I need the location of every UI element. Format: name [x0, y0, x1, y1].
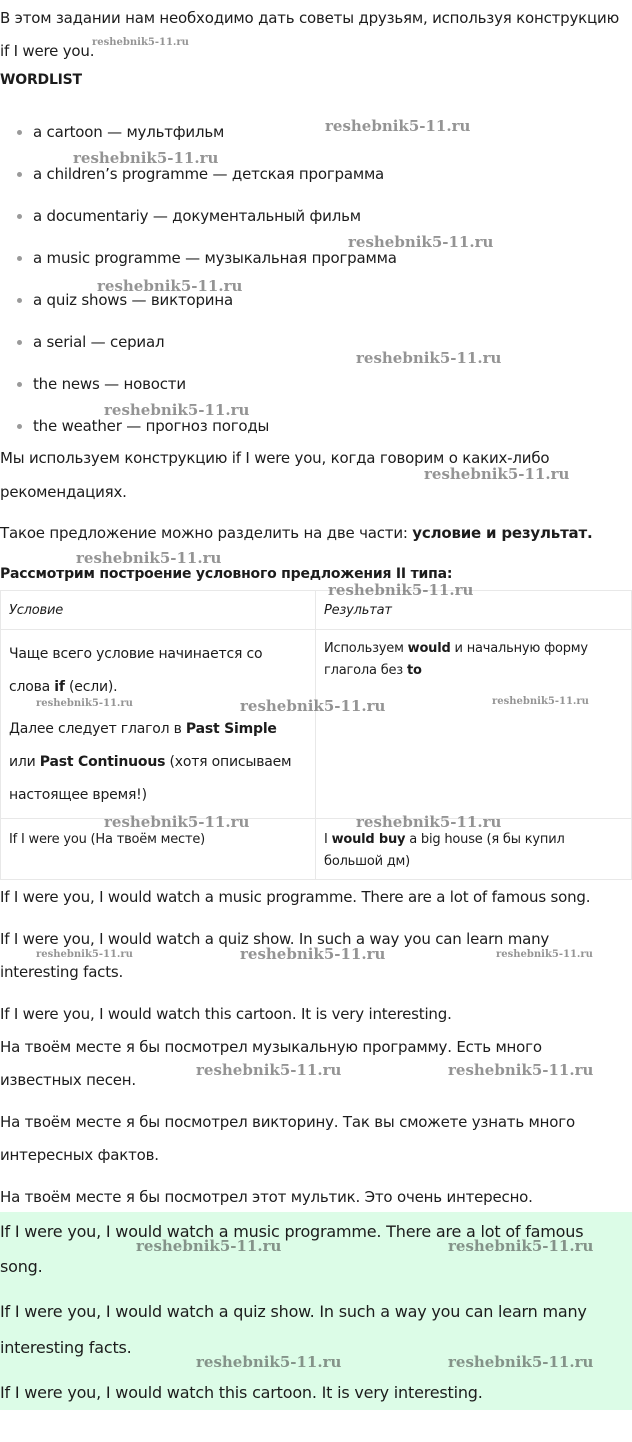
answer-3: If I were you, I would watch this cartoon. It is very interesting.	[0, 1383, 483, 1402]
watermark: reshebnik5-11.ru	[92, 37, 189, 48]
explanation-p2	[0, 524, 592, 542]
example-condition: If I were you (На твоём месте)	[9, 832, 206, 847]
text: Используем	[324, 641, 408, 656]
watermark: reshebnik5-11.ru	[196, 1061, 342, 1079]
watermark: reshebnik5-11.ru	[73, 149, 219, 167]
list-item: a children’s programme — детская программа	[33, 165, 385, 183]
table-row-divider	[1, 818, 631, 819]
table-column-divider	[315, 591, 316, 879]
condition-line-5: настоящее время!)	[9, 787, 147, 803]
p1-suffix: , когда говорим о каких-либо	[321, 449, 550, 467]
watermark: reshebnik5-11.ru	[348, 233, 494, 251]
bold-text: if	[54, 679, 65, 695]
wordlist-heading: WORDLIST	[0, 72, 82, 88]
answer-2-line1: If I were you, I would watch a quiz show. In such a way you can learn many	[0, 1302, 587, 1321]
watermark: reshebnik5-11.ru	[328, 581, 474, 599]
bold-text: to	[406, 663, 422, 678]
sentence-en-2-line1: If I were you, I would watch a quiz show. In such a way you can learn many	[0, 930, 550, 948]
bold-text: would	[407, 641, 451, 656]
list-item: a cartoon — мультфильм	[33, 123, 225, 141]
watermark: reshebnik5-11.ru	[448, 1237, 594, 1255]
bullet-icon	[17, 382, 22, 387]
text: a big house (я бы купил	[405, 832, 565, 847]
p1-code: if I were you	[231, 449, 322, 467]
condition-line-2	[9, 679, 117, 695]
table-row-divider	[1, 629, 631, 630]
watermark: reshebnik5-11.ru	[136, 1237, 282, 1255]
sentence-ru-3: На твоём месте я бы посмотрел этот мультик. Это очень интересно.	[0, 1188, 533, 1206]
watermark: reshebnik5-11.ru	[36, 698, 133, 709]
text: (хотя описываем	[165, 754, 292, 770]
watermark: reshebnik5-11.ru	[36, 949, 133, 960]
watermark: reshebnik5-11.ru	[448, 1061, 594, 1079]
bold-text: would buy	[331, 832, 406, 847]
watermark: reshebnik5-11.ru	[448, 1353, 594, 1371]
text: глагола без	[324, 663, 407, 678]
header-condition: Условие	[9, 603, 64, 618]
sentence-ru-2-line2: интересных фактов.	[0, 1146, 159, 1164]
example-result-line-2: большой дм)	[324, 854, 411, 869]
sentence-ru-2-line1: На твоём месте я бы посмотрел викторину. Так вы сможете узнать много	[0, 1113, 575, 1131]
watermark: reshebnik5-11.ru	[424, 465, 570, 483]
watermark: reshebnik5-11.ru	[492, 696, 589, 707]
bullet-icon	[17, 424, 22, 429]
intro-line-2: if I were you.	[0, 42, 95, 60]
header-result: Результат	[324, 603, 392, 618]
list-item: a serial — сериал	[33, 333, 165, 351]
list-item: a music programme — музыкальная программа	[33, 249, 397, 267]
list-item: a quiz shows — викторина	[33, 291, 233, 309]
sentence-ru-1-line1: На твоём месте я бы посмотрел музыкальную программу. Есть много	[0, 1038, 542, 1056]
bullet-icon	[17, 214, 22, 219]
condition-line-1: Чаще всего условие начинается со	[9, 646, 263, 662]
sentence-ru-1-line2: известных песен.	[0, 1071, 136, 1089]
watermark: reshebnik5-11.ru	[76, 549, 222, 567]
answer-1-line1: If I were you, I would watch a music programme. There are a lot of famous	[0, 1222, 584, 1241]
example-result-line-1	[324, 832, 565, 847]
list-item: the news — новости	[33, 375, 186, 393]
text: и начальную форму	[450, 641, 588, 656]
condition-line-4	[9, 754, 291, 770]
text: слова	[9, 679, 55, 695]
watermark: reshebnik5-11.ru	[240, 697, 386, 715]
answer-1-line2: song.	[0, 1257, 43, 1276]
conditional-table	[0, 590, 632, 880]
result-line-2	[324, 663, 422, 678]
bold-text: Past Simple	[185, 721, 277, 737]
watermark: reshebnik5-11.ru	[325, 117, 471, 135]
sentence-en-2-line2: interesting facts.	[0, 963, 124, 981]
result-line-1	[324, 641, 588, 656]
bullet-icon	[17, 298, 22, 303]
watermark: reshebnik5-11.ru	[496, 949, 593, 960]
p2-prefix: Такое предложение можно разделить на две части:	[0, 524, 413, 542]
text: или	[9, 754, 40, 770]
watermark: reshebnik5-11.ru	[240, 945, 386, 963]
list-item: the weather — прогноз погоды	[33, 417, 270, 435]
p1-prefix: Мы используем конструкцию	[0, 449, 232, 467]
watermark: reshebnik5-11.ru	[104, 401, 250, 419]
condition-line-3	[9, 721, 277, 737]
sentence-en-3: If I were you, I would watch this cartoon. It is very interesting.	[0, 1005, 452, 1023]
bullet-icon	[17, 256, 22, 261]
sentence-en-1: If I were you, I would watch a music programme. There are a lot of famous song.	[0, 888, 591, 906]
text: I	[324, 832, 332, 847]
text: Далее следует глагол в	[9, 721, 186, 737]
watermark: reshebnik5-11.ru	[356, 349, 502, 367]
watermark: reshebnik5-11.ru	[356, 813, 502, 831]
list-item: a documentariy — документальный фильм	[33, 207, 361, 225]
intro-line-1: В этом задании нам необходимо дать советы друзьям, используя конструкцию	[0, 9, 620, 27]
bold-text: Past Continuous	[39, 754, 166, 770]
answer-2-line2: interesting facts.	[0, 1338, 132, 1357]
bullet-icon	[17, 130, 22, 135]
bullet-icon	[17, 172, 22, 177]
watermark: reshebnik5-11.ru	[196, 1353, 342, 1371]
watermark: reshebnik5-11.ru	[104, 813, 250, 831]
watermark: reshebnik5-11.ru	[97, 277, 243, 295]
p2-bold: условие и результат.	[412, 524, 593, 542]
explanation-p1-line2: рекомендациях.	[0, 483, 127, 501]
text: (если).	[64, 679, 118, 695]
explanation-p3: Рассмотрим построение условного предложения II типа:	[0, 566, 453, 582]
bullet-icon	[17, 340, 22, 345]
